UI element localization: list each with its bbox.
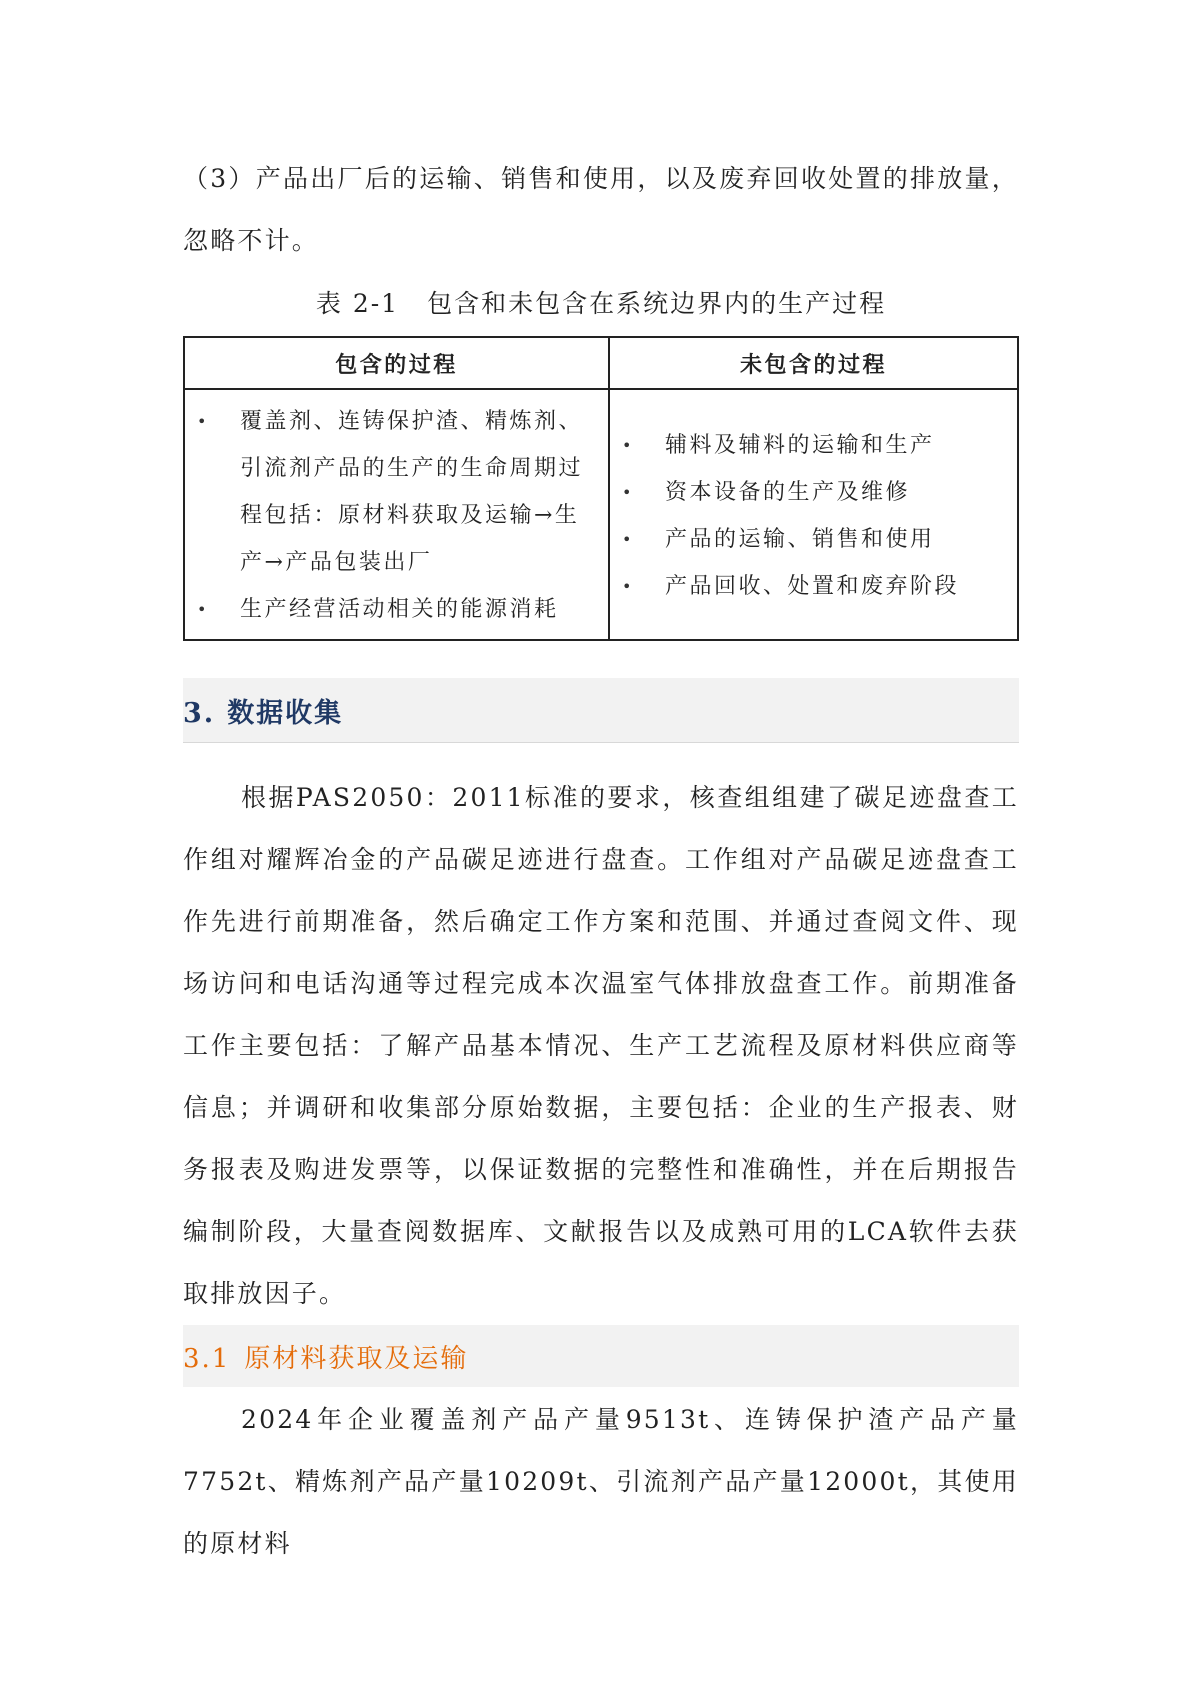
- included-list: [185, 398, 608, 633]
- bullet-icon: •: [622, 482, 634, 502]
- section-3-heading-band: [183, 678, 1019, 743]
- excluded-item-4: 产品回收、处置和废弃阶段: [665, 573, 960, 599]
- table-caption-title: 包含和未包含在系统边界内的生产过程: [427, 289, 887, 318]
- excluded-list: [610, 422, 1017, 610]
- header-excluded: 未包含的过程: [609, 337, 1018, 389]
- bullet-icon: •: [622, 576, 634, 596]
- included-cell: [184, 389, 609, 640]
- section-3-1-heading: [183, 1338, 468, 1375]
- page-content: [183, 148, 1019, 1575]
- excluded-item-1: 辅料及辅料的运输和生产: [665, 432, 935, 458]
- header-included: 包含的过程: [184, 337, 609, 389]
- list-item: [610, 469, 1017, 516]
- section-3-number: 3.: [183, 697, 216, 729]
- bullet-icon: •: [622, 529, 634, 549]
- excluded-item-2: 资本设备的生产及维修: [665, 479, 911, 505]
- section-3-title: 数据收集: [227, 697, 344, 729]
- section-3-1-heading-band: [183, 1325, 1019, 1387]
- table-caption: [183, 284, 1019, 324]
- bullet-icon: •: [197, 412, 209, 431]
- intro-paragraph: （3）产品出厂后的运输、销售和使用，以及废弃回收处置的排放量，忽略不计。: [183, 164, 1019, 255]
- included-item-1: 覆盖剂、连铸保护渣、精炼剂、引流剂产品的生产的生命周期过程包括：原材料获取及运输→生产→产品包装出厂: [240, 409, 584, 575]
- list-item: [610, 563, 1017, 610]
- table-header-row: [184, 337, 1018, 389]
- table-caption-number: 表 2-1: [315, 289, 400, 318]
- list-item: [610, 422, 1017, 469]
- section-3-heading: [183, 691, 343, 730]
- excluded-item-3: 产品的运输、销售和使用: [665, 526, 935, 552]
- section-3-1-title: 原材料获取及运输: [244, 1343, 469, 1374]
- section-3-paragraph: 根据PAS2050：2011标准的要求，核查组组建了碳足迹盘查工作组对耀辉冶金的产品碳足迹进行盘查。工作组对产品碳足迹盘查工作先进行前期准备，然后确定工作方案和范围、并通过查阅文件、现场访问和电话沟通等过程完成本次温室气体排放盘查工作。前期准备工作主要包括：了解产品基本情况、生产工艺流程及原材料供应商等信息；并调研和收集部分原始数据，主要包括：企业的生产报表、财务报表及购进发票等，以保证数据的完整性和准确性，并在后期报告编制阶段，大量查阅数据库、文献报告以及成熟可用的LCA软件去获取排放因子。: [183, 783, 1019, 1308]
- excluded-cell: [609, 389, 1018, 640]
- section-3-1-paragraph: 2024年企业覆盖剂产品产量9513t、连铸保护渣产品产量7752t、精炼剂产品产量10209t、引流剂产品产量12000t，其使用的原材料: [183, 1405, 1019, 1558]
- system-boundary-table: [183, 336, 1019, 641]
- list-item: [610, 516, 1017, 563]
- bullet-icon: •: [197, 600, 209, 619]
- list-item: [185, 398, 608, 586]
- included-item-2: 生产经营活动相关的能源消耗: [240, 597, 559, 622]
- section-3-1-number: 3.1: [183, 1343, 231, 1374]
- list-item: [185, 586, 608, 633]
- table-row: [184, 389, 1018, 640]
- bullet-icon: •: [622, 435, 634, 455]
